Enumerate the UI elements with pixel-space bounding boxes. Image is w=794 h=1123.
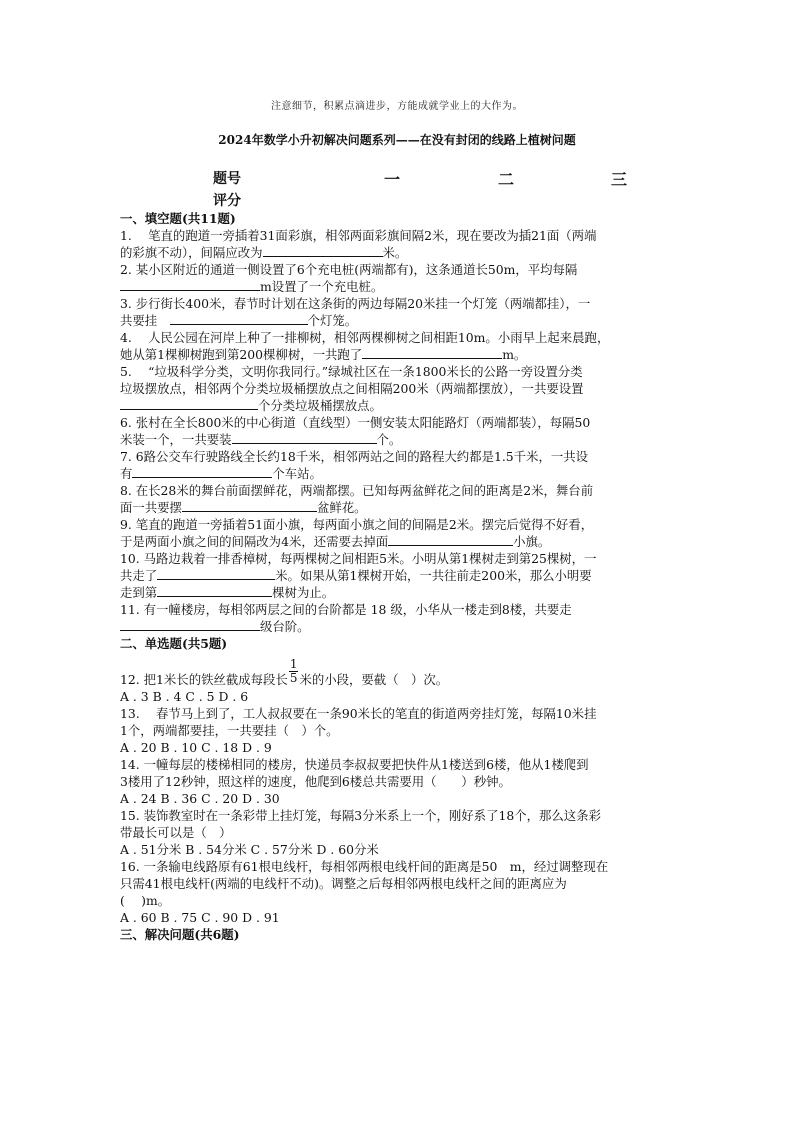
question-8: 8. 在长28米的舞台前面摆鲜花，两端都摆。已知每两盆鲜花之间的距离是2米，舞台前 面一共要摆 盆鲜花。 <box>120 483 594 515</box>
answer-blank[interactable] <box>388 533 513 546</box>
fraction: $\frac{1}{5}$ <box>289 657 298 685</box>
question-7: 7. 6路公交车行驶路线全长约18千米，相邻两站之间的路程大约都是1.5千米，一共设 有 个车站。 <box>120 449 589 481</box>
score-table-header: 题号 <box>213 171 241 187</box>
question-4: 4. 人民公园在河岸上种了一排柳树，相邻两棵柳树之间相距10m。小雨早上起来晨跑， 她从第1棵柳树跑到第200棵柳树，一共跑了 m。 <box>120 330 610 362</box>
answer-blank[interactable] <box>232 431 377 444</box>
question-10: 10. 马路边栽着一排香樟树，每两棵树之间相距5米。小明从第1棵树走到第25棵树，一 共走了 米。如果从第1棵树开始，一共往前走200米，那么小明要 走到第 棵树为止。 <box>120 551 597 600</box>
answer-blank[interactable] <box>362 346 502 359</box>
section-heading-solve: 三、解决问题(共6题) <box>120 927 240 942</box>
answer-blank[interactable] <box>263 244 383 257</box>
options: A . 24 B . 36 C . 20 D . 30 <box>120 791 280 806</box>
question-14: 14. 一幢每层的楼梯相同的楼房，快递员李叔叔要把快件从1楼送到6楼，他从1楼爬到 3楼用了12秒钟，照这样的速度，他爬到6楼总共需要用（ ）秒钟。 A . 24 B . 36 C . 20 D . 30 <box>120 756 680 807</box>
question-2: 2. 某小区附近的通道一侧设置了6个充电桩(两端都有)，这条通道长50m，平均每隔 m设置了一个充电桩。 <box>120 262 578 294</box>
question-13: 13. 春节马上到了，工人叔叔要在一条90米长的笔直的街道两旁挂灯笼，每隔10米挂 1个，两端都要挂，一共要挂（ ）个。 A . 20 B . 10 C . 18 D . 9 <box>120 705 680 756</box>
question-9: 9. 笔直的跑道一旁插着51面小旗，每两面小旗之间的间隔是2米。摆完后觉得不好看， 于是两面小旗之间的间隔改为4米，还需要去掉面 小旗。 <box>120 517 594 549</box>
question-3: 3. 步行街长400米，春节时计划在这条街的两边每隔20米挂一个灯笼（两端都挂），一 共要挂 个灯笼。 <box>120 296 591 328</box>
page-title: 2024年数学小升初解决问题系列——在没有封闭的线路上植树问题 <box>218 133 576 147</box>
answer-blank[interactable] <box>182 499 317 512</box>
answer-blank[interactable] <box>120 278 260 291</box>
question-15: 15. 装饰教室时在一条彩带上挂灯笼，每隔3分米系上一个，刚好系了18个，那么这条彩 带最长可以是（ ） A . 51分米 B . 54分米 C . 57分米 D . 60分米 <box>120 807 680 858</box>
answer-blank[interactable] <box>170 312 308 325</box>
score-col-1: 一 <box>384 170 401 189</box>
answer-blank[interactable] <box>120 397 258 410</box>
options: A . 20 B . 10 C . 18 D . 9 <box>120 740 272 755</box>
motto: 注意细节，积累点滴进步，方能成就学业上的大作为。 <box>271 101 523 112</box>
answer-blank[interactable] <box>157 567 275 580</box>
section-heading-fill: 一、填空题(共11题) <box>120 211 236 226</box>
answer-blank[interactable] <box>157 584 272 597</box>
options: A . 60 B . 75 C . 90 D . 91 <box>120 910 280 925</box>
question-16: 16. 一条输电线路原有61根电线杆，每相邻两根电线杆间的距离是50 m，经过调整现在 只需41根电线杆(两端的电线杆不动)。调整之后每相邻两根电线杆之间的距离应为 ( )m。 A . 60 B . 75 C . 90 D . 91 <box>120 858 680 926</box>
question-6: 6. 张村在全长800米的中心街道（直线型）一侧安装太阳能路灯（两端都装），每隔50 米装一个，一共要装 个。 <box>120 415 591 447</box>
answer-blank[interactable] <box>132 465 272 478</box>
score-table-row-label: 评分 <box>213 193 241 209</box>
question-11: 11. 有一幢楼房，每相邻两层之间的台阶都是 18 级，小华从一楼走到8楼，共要走 级台阶。 <box>120 602 572 634</box>
score-col-3: 三 <box>611 170 628 189</box>
section-heading-choice: 二、单选题(共5题) <box>120 636 228 651</box>
options: A . 51分米 B . 54分米 C . 57分米 D . 60分米 <box>120 842 379 857</box>
score-col-2: 二 <box>498 170 515 189</box>
question-1: 1. 笔直的跑道一旁插着31面彩旗，相邻两面彩旗间隔2米，现在要改为插21面（两端 的彩旗不动），间隔应改为 米。 <box>120 228 597 260</box>
question-5: 5. “垃圾科学分类，文明你我同行。”绿城社区在一条1800米长的公路一旁设置分类 垃圾摆放点，相邻两个分类垃圾桶摆放点之间相隔200米（两端都摆放），一共要设置 个分类垃圾桶摆放点。 <box>120 364 584 413</box>
question-12: 12. 把1米长的铁丝截成每段长 $\frac{1}{5}$ 米的小段，要截（ ）次。 A . 3 B . 4 C . 5 D . 6 <box>120 652 680 705</box>
options: A . 3 B . 4 C . 5 D . 6 <box>120 689 249 704</box>
question-content <box>120 210 680 943</box>
answer-blank[interactable] <box>120 618 260 631</box>
